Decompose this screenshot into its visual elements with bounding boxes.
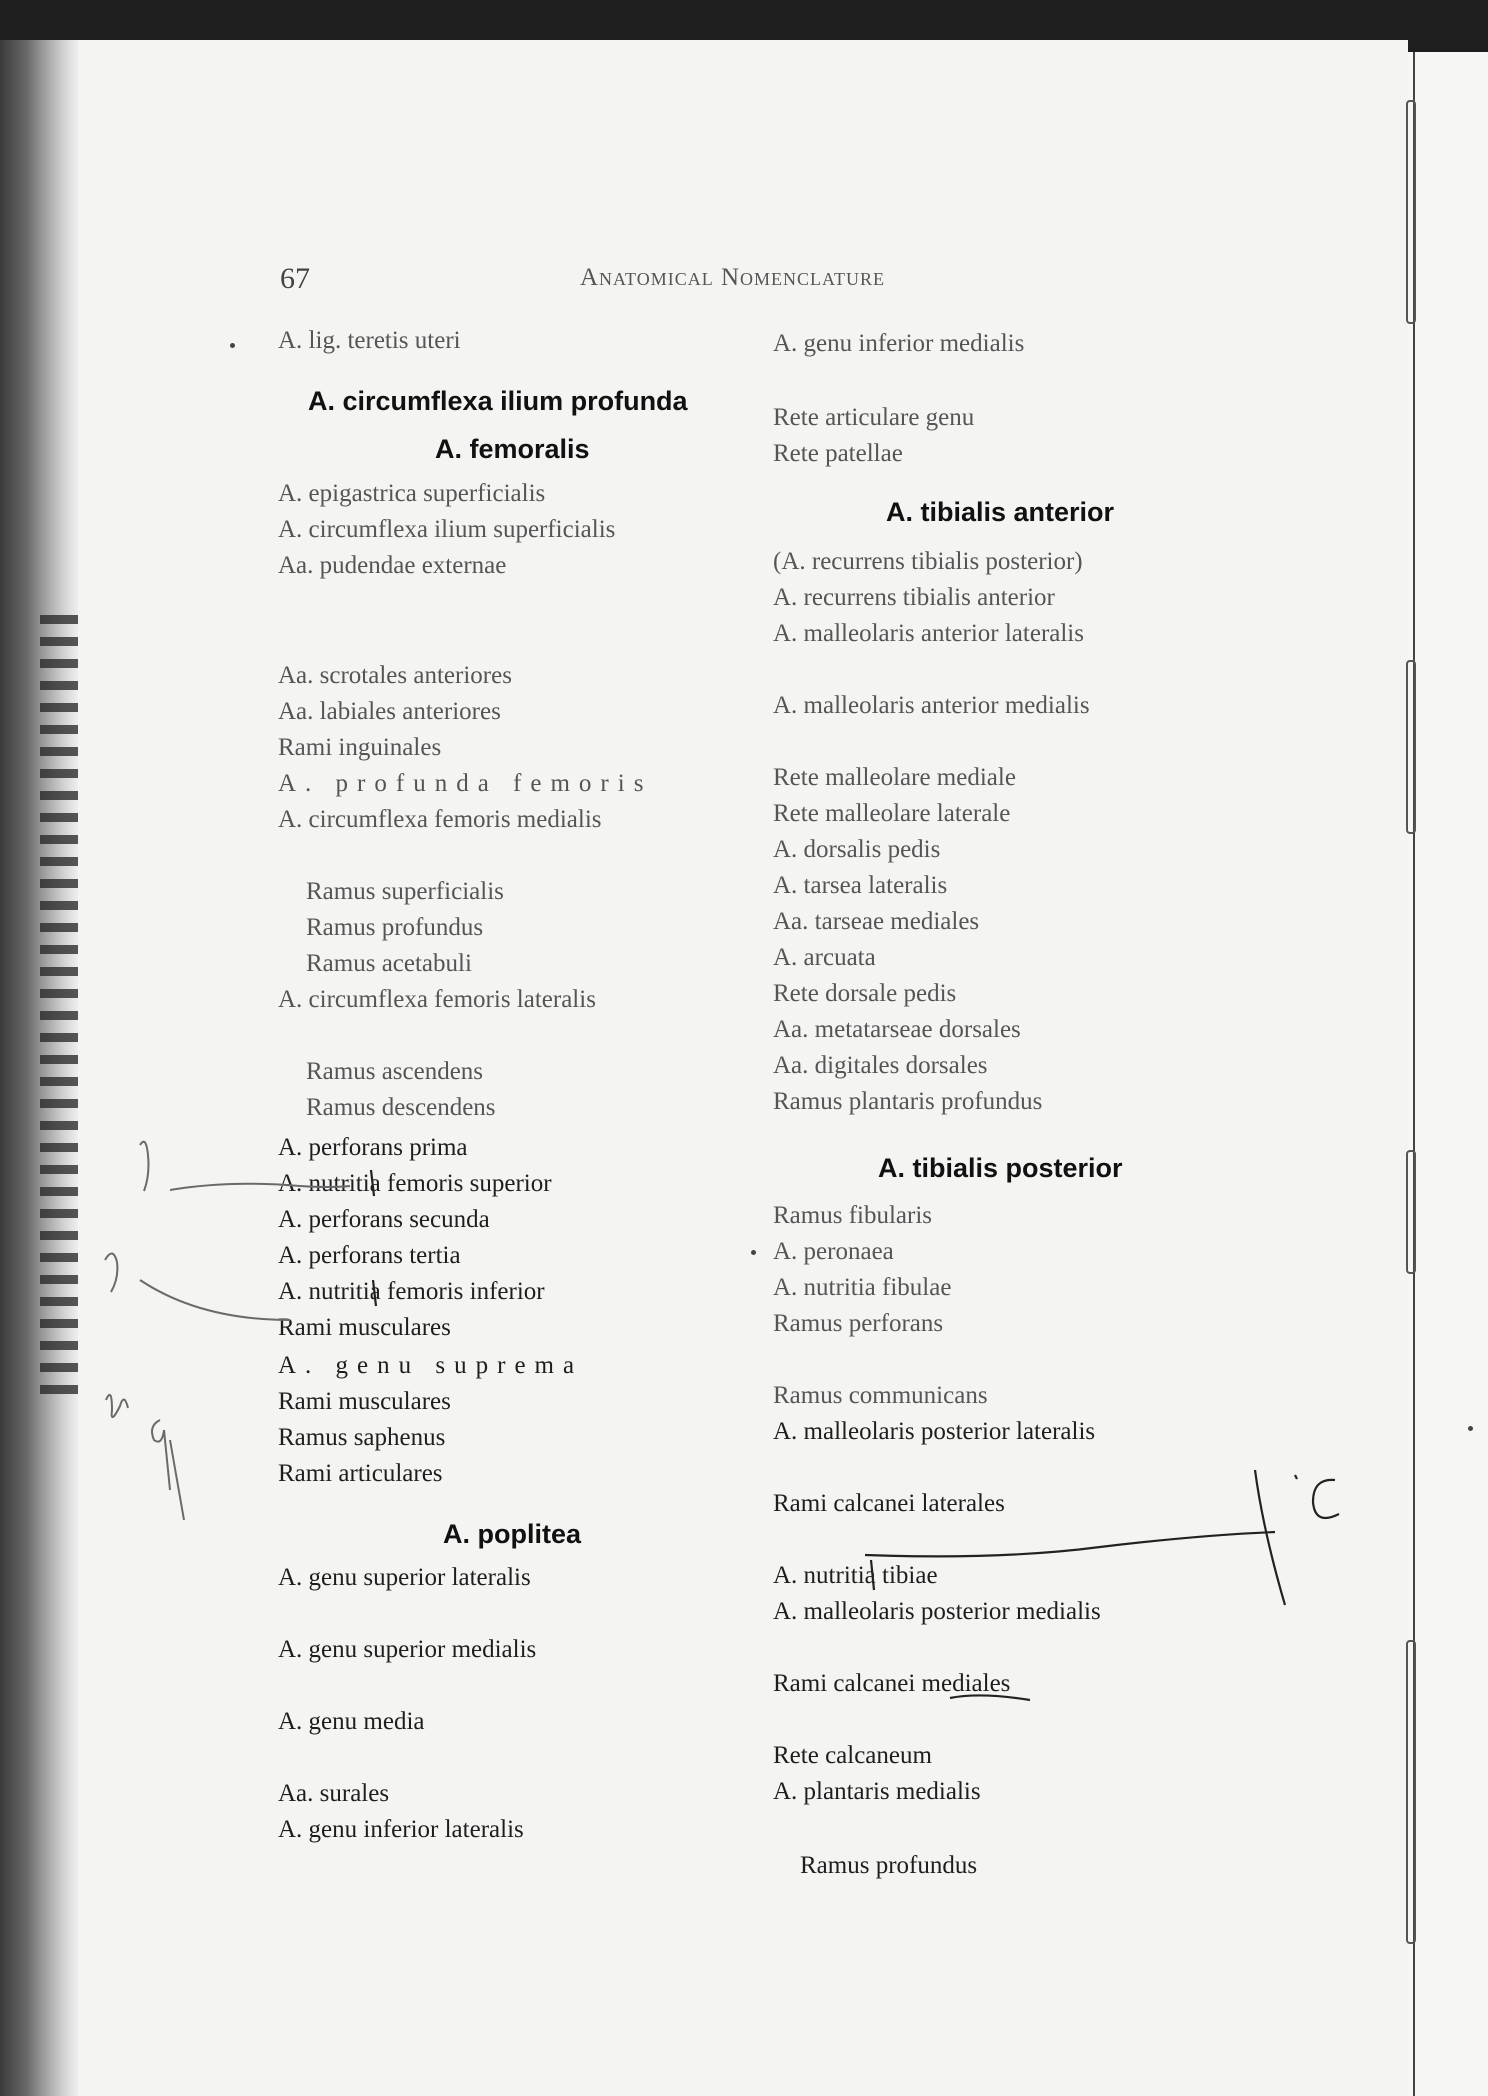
nomenclature-entry: Aa. tarseae mediales [773, 908, 980, 935]
nomenclature-entry: A. profunda femoris [278, 770, 653, 797]
nomenclature-entry: A. nutritia femoris superior [278, 1170, 552, 1197]
nomenclature-entry: Ramus fibularis [773, 1202, 933, 1229]
nomenclature-entry: Ramus superficialis [306, 878, 504, 905]
nomenclature-entry: Rete calcaneum [773, 1742, 932, 1769]
nomenclature-entry: (A. recurrens tibialis posterior) [773, 548, 1083, 575]
nomenclature-entry: A. genu superior lateralis [278, 1564, 531, 1591]
nomenclature-entry: A. circumflexa femoris medialis [278, 806, 602, 833]
nomenclature-entry: Ramus profundus [800, 1852, 978, 1879]
section-heading: A. circumflexa ilium profunda [308, 386, 688, 416]
nomenclature-entry: Rete malleolare laterale [773, 800, 1011, 827]
nomenclature-entry: Ramus plantaris profundus [773, 1088, 1043, 1115]
nomenclature-entry: A. malleolaris anterior medialis [773, 692, 1090, 719]
nomenclature-entry: Ramus perforans [773, 1310, 944, 1337]
ink-initial [1313, 1480, 1339, 1518]
nomenclature-entry: A. circumflexa femoris lateralis [278, 986, 596, 1013]
nomenclature-entry: Rete patellae [773, 440, 903, 467]
nomenclature-entry: Rami musculares [278, 1314, 451, 1341]
nomenclature-entry: Aa. surales [278, 1780, 390, 1807]
nomenclature-entry: Rete dorsale pedis [773, 980, 957, 1007]
section-heading: A. poplitea [443, 1519, 582, 1549]
pencil-stroke [170, 1440, 184, 1520]
nomenclature-entry: Aa. labiales anteriores [278, 698, 501, 725]
section-heading: A. tibialis anterior [886, 497, 1115, 527]
nomenclature-entry: A. peronaea [773, 1238, 894, 1265]
nomenclature-entry: A. genu inferior medialis [773, 330, 1025, 357]
nomenclature-entry: A. malleolaris posterior lateralis [773, 1418, 1096, 1445]
nomenclature-entry: A. circumflexa ilium superficialis [278, 516, 616, 543]
nomenclature-entry: Ramus saphenus [278, 1424, 446, 1451]
nomenclature-entry: A. perforans secunda [278, 1206, 490, 1233]
nomenclature-entry: A. recurrens tibialis anterior [773, 584, 1055, 611]
ink-stroke [865, 1532, 1275, 1556]
nomenclature-entry: Ramus descendens [306, 1094, 496, 1121]
page-number: 67 [280, 262, 310, 295]
nomenclature-entry: A. genu media [278, 1708, 425, 1735]
pencil-initials [106, 1395, 128, 1417]
nomenclature-entry: A. arcuata [773, 944, 876, 971]
nomenclature-entry: Aa. metatarseae dorsales [773, 1016, 1021, 1043]
nomenclature-entry: A. nutritia tibiae [773, 1562, 938, 1589]
nomenclature-entry: A. lig. teretis uteri [278, 327, 461, 354]
pencil-question-mark [140, 1142, 149, 1191]
nomenclature-entry: Rete malleolare mediale [773, 764, 1016, 791]
nomenclature-entry: A. dorsalis pedis [773, 836, 941, 863]
nomenclature-entry: A. genu suprema [278, 1352, 584, 1379]
nomenclature-entry: Rami inguinales [278, 734, 442, 761]
section-heading: A. femoralis [435, 434, 590, 464]
nomenclature-entry: Ramus communicans [773, 1382, 988, 1409]
nomenclature-entry: Ramus profundus [306, 914, 484, 941]
nomenclature-entry: A. nutritia femoris inferior [278, 1278, 545, 1305]
pencil-stroke [140, 1280, 290, 1320]
nomenclature-entry: A. plantaris medialis [773, 1778, 981, 1805]
nomenclature-entry: A. perforans prima [278, 1134, 468, 1161]
nomenclature-entry: A. malleolaris anterior lateralis [773, 620, 1084, 647]
ink-stroke [1255, 1470, 1285, 1605]
nomenclature-entry: Ramus acetabuli [306, 950, 472, 977]
pencil-question-mark [105, 1253, 117, 1292]
nomenclature-entry: Aa. digitales dorsales [773, 1052, 988, 1079]
nomenclature-entry: Aa. scrotales anteriores [278, 662, 512, 689]
nomenclature-entry: A. nutritia fibulae [773, 1274, 952, 1301]
nomenclature-entry: Ramus ascendens [306, 1058, 484, 1085]
nomenclature-entry: A. genu inferior lateralis [278, 1816, 524, 1843]
pencil-stroke [170, 1184, 350, 1190]
nomenclature-entry: Rami calcanei mediales [773, 1670, 1011, 1697]
running-head: Anatomical Nomenclature [580, 264, 886, 291]
nomenclature-entry: Aa. pudendae externae [278, 552, 507, 579]
section-heading: A. tibialis posterior [878, 1153, 1123, 1183]
nomenclature-entry: A. genu superior medialis [278, 1636, 537, 1663]
nomenclature-entry: Rami articulares [278, 1460, 443, 1487]
nomenclature-entry: A. malleolaris posterior medialis [773, 1598, 1101, 1625]
nomenclature-entry: A. tarsea lateralis [773, 872, 948, 899]
nomenclature-entry: A. epigastrica superficialis [278, 480, 546, 507]
nomenclature-entry: Rami musculares [278, 1388, 451, 1415]
nomenclature-entry: Rete articulare genu [773, 404, 975, 431]
nomenclature-entry: A. perforans tertia [278, 1242, 461, 1269]
pencil-numeral [152, 1420, 170, 1490]
nomenclature-entry: Rami calcanei laterales [773, 1490, 1005, 1517]
